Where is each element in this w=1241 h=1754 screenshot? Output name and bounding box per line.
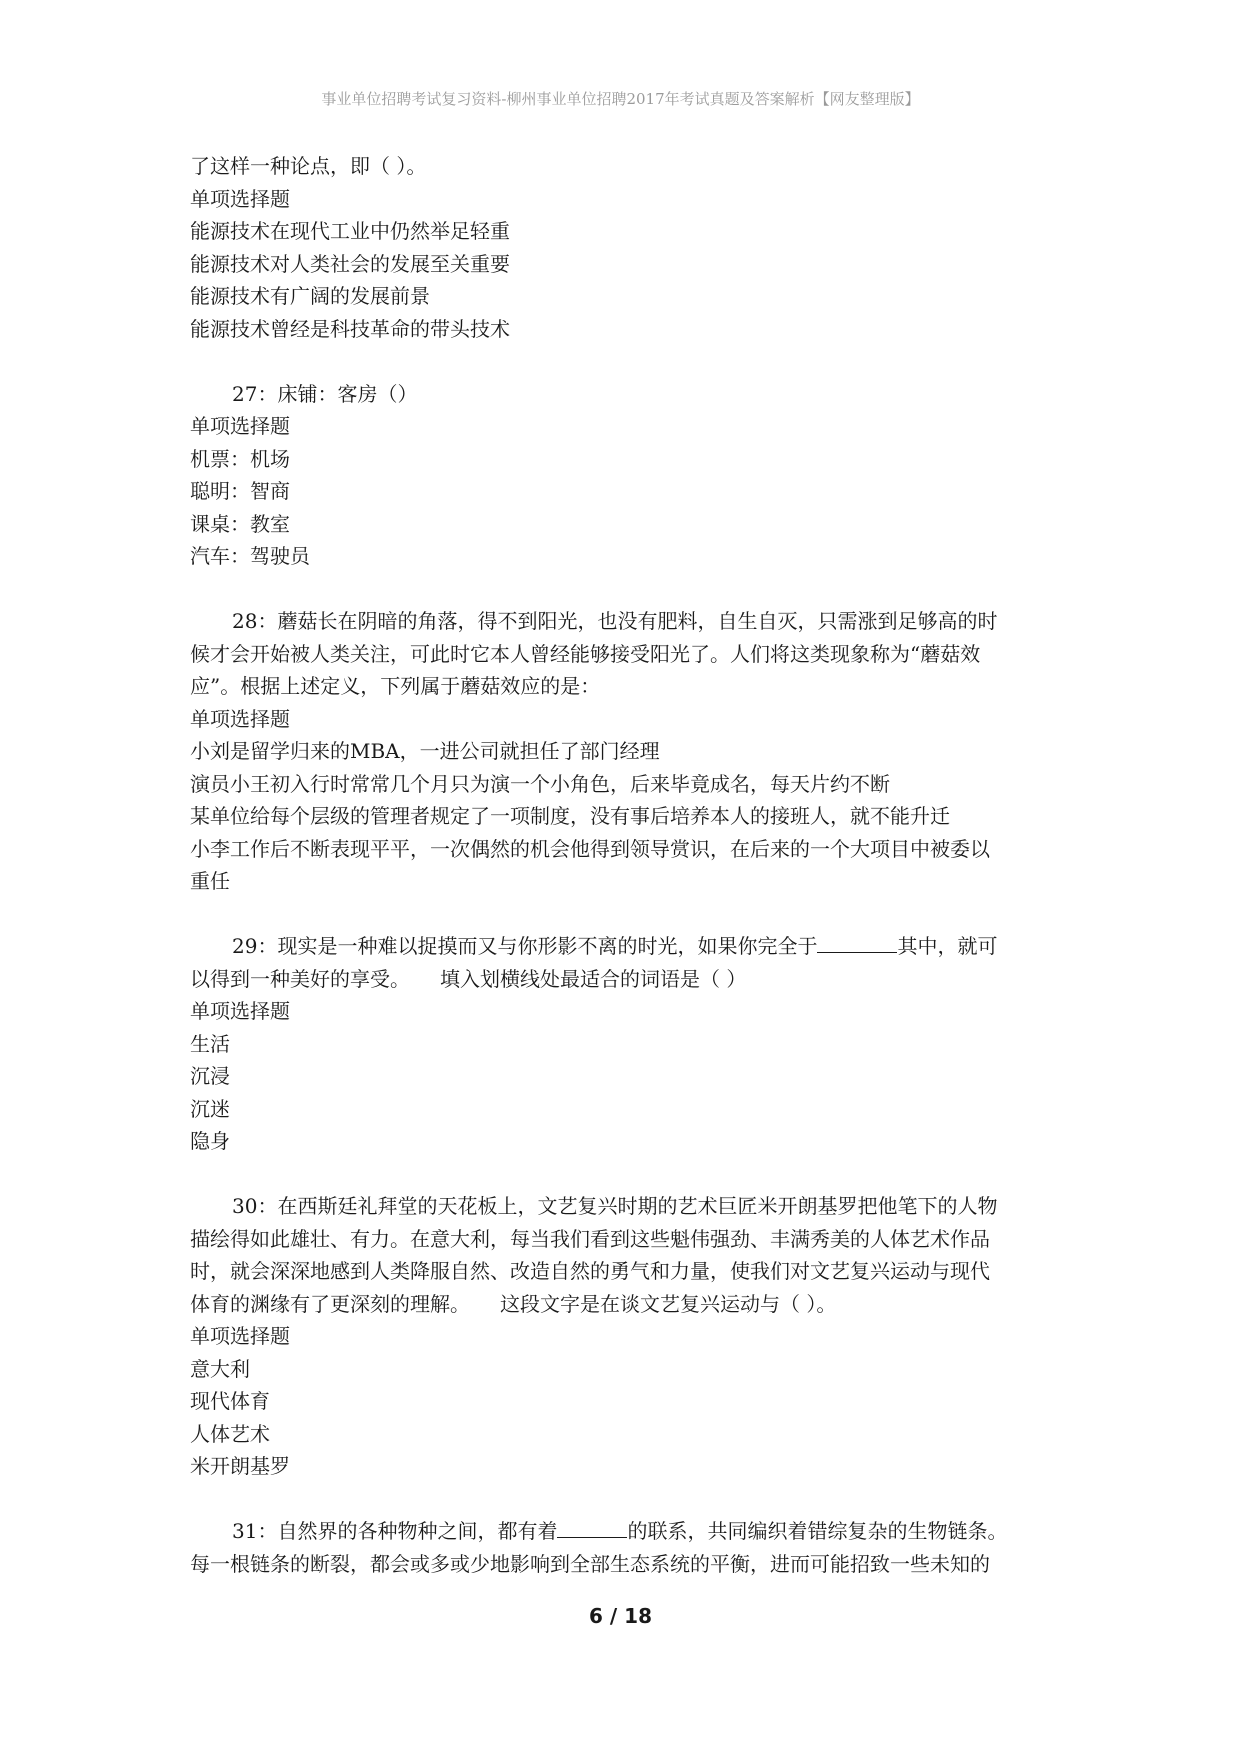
question-stem — [190, 930, 1070, 963]
option: 聪明：智商 — [190, 479, 290, 503]
stem-text: 其中，就可 — [897, 934, 998, 958]
option: 隐身 — [190, 1129, 230, 1153]
option: 意大利 — [190, 1356, 250, 1381]
option: 小李工作后不断表现平平，一次偶然的机会他得到领导赏识，在后来的一个大项目中被委以 — [190, 836, 990, 861]
question-stem — [190, 1515, 1070, 1548]
page-number: 6 / 18 — [589, 1604, 652, 1628]
question-28 — [190, 605, 1070, 898]
question-type: 单项选择题 — [190, 999, 290, 1023]
stem-text: 的联系，共同编织着错综复杂的生物链条。 — [627, 1519, 1008, 1543]
question-29 — [190, 930, 1070, 1158]
question-stem: 了这样一种论点，即（ ）。 — [190, 154, 427, 178]
question-30 — [190, 1190, 1070, 1483]
question-26 — [190, 150, 1070, 345]
page-header: 事业单位招聘考试复习资料-柳州事业单位招聘2017年考试真题及答案解析【网友整理版】 — [321, 90, 920, 108]
question-stem: 体育的渊缘有了更深刻的理解。 这段文字是在谈文艺复兴运动与（ ）。 — [190, 1291, 837, 1316]
fill-blank — [557, 1515, 627, 1538]
question-27 — [190, 378, 1070, 573]
option: 人体艺术 — [190, 1421, 270, 1446]
option: 某单位给每个层级的管理者规定了一项制度，没有事后培养本人的接班人，就不能升迁 — [190, 804, 950, 828]
question-stem: 候才会开始被人类关注，可此时它本人曾经能够接受阳光了。人们将这类现象称为“蘑菇效 — [190, 641, 981, 666]
stem-text: 31：自然界的各种物种之间，都有着 — [232, 1519, 558, 1543]
option: 生活 — [190, 1031, 230, 1056]
question-type: 单项选择题 — [190, 1324, 290, 1348]
question-stem: 28：蘑菇长在阴暗的角落，得不到阳光，也没有肥料，自生自灭，只需涨到足够高的时 — [232, 609, 998, 633]
option: 演员小王初入行时常常几个月只为演一个小角色，后来毕竟成名，每天片约不断 — [190, 771, 890, 796]
option: 能源技术在现代工业中仍然举足轻重 — [190, 219, 510, 243]
option: 能源技术对人类社会的发展至关重要 — [190, 251, 510, 276]
question-stem: 每一根链条的断裂，都会或多或少地影响到全部生态系统的平衡，进而可能招致一些未知的 — [190, 1551, 990, 1576]
question-stem: 时，就会深深地感到人类降服自然、改造自然的勇气和力量，使我们对文艺复兴运动与现代 — [190, 1259, 990, 1283]
page-content — [190, 150, 1070, 1580]
option: 课桌：教室 — [190, 511, 290, 536]
stem-text: 29：现实是一种难以捉摸而又与你形影不离的时光，如果你完全于 — [232, 934, 818, 958]
option: 沉浸 — [190, 1064, 230, 1088]
option: 能源技术曾经是科技革命的带头技术 — [190, 316, 510, 341]
option: 米开朗基罗 — [190, 1454, 290, 1478]
question-type: 单项选择题 — [190, 414, 290, 438]
option: 汽车：驾驶员 — [190, 544, 310, 568]
option: 沉迷 — [190, 1096, 230, 1121]
option: 现代体育 — [190, 1389, 270, 1413]
question-stem: 以得到一种美好的享受。 填入划横线处最适合的词语是（ ） — [190, 966, 747, 991]
fill-blank — [817, 930, 897, 953]
question-type: 单项选择题 — [190, 186, 290, 211]
question-stem: 27：床铺：客房（） — [232, 381, 418, 406]
option: 机票：机场 — [190, 446, 290, 471]
question-type: 单项选择题 — [190, 706, 290, 731]
option: 能源技术有广阔的发展前景 — [190, 284, 430, 308]
question-31 — [190, 1515, 1070, 1580]
question-stem: 描绘得如此雄壮、有力。在意大利，每当我们看到这些魁伟强劲、丰满秀美的人体艺术作品 — [190, 1226, 990, 1251]
question-stem: 30：在西斯廷礼拜堂的天花板上，文艺复兴时期的艺术巨匠米开朗基罗把他笔下的人物 — [232, 1194, 998, 1218]
option: 小刘是留学归来的MBA，一进公司就担任了部门经理 — [190, 739, 660, 763]
question-stem: 应”。根据上述定义，下列属于蘑菇效应的是： — [190, 674, 601, 698]
option: 重任 — [190, 869, 230, 893]
